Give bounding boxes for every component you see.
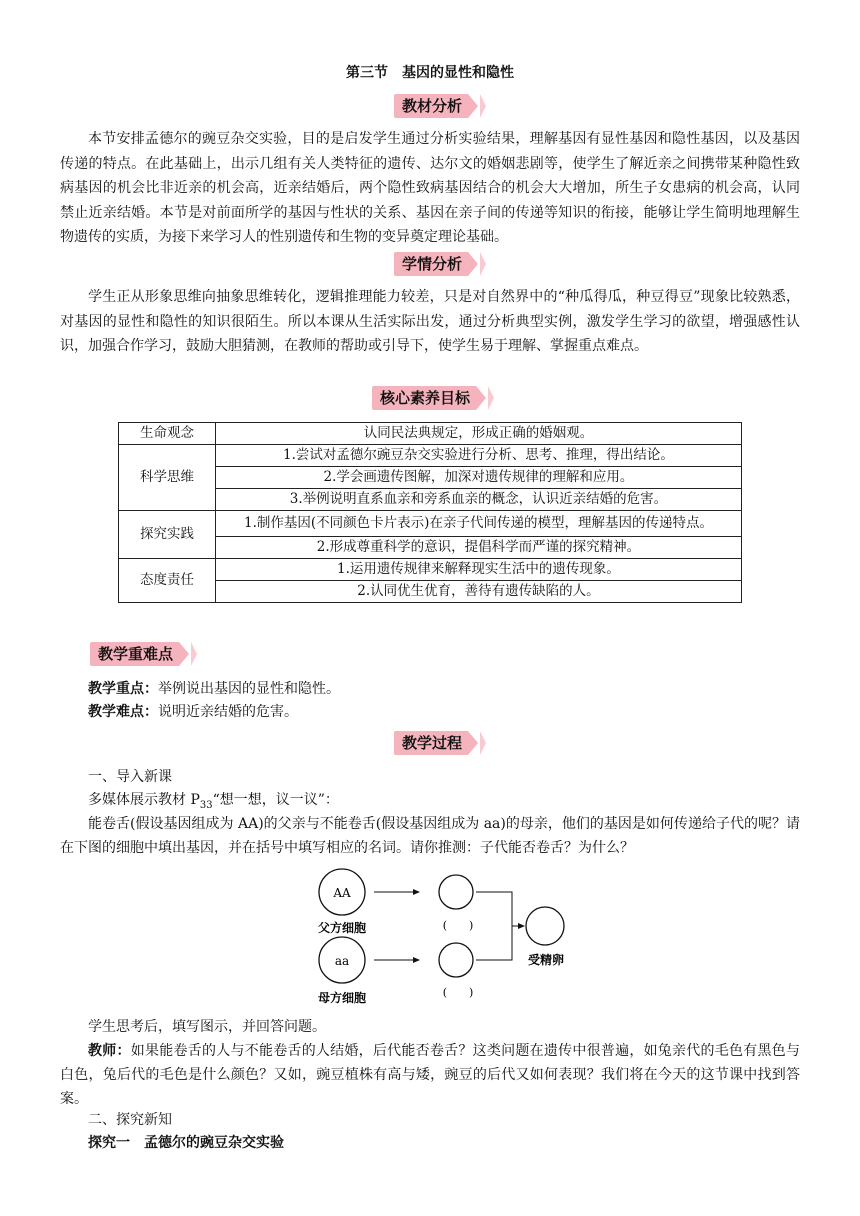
inquiry-heading: 探究一 孟德尔的豌豆杂交实验 [88,1135,284,1151]
student-analysis-text: 学生正从形象思维向抽象思维转化，逻辑推理能力较差，只是对自然界中的“种瓜得瓜，种豆得豆”现象比较熟悉，对基因的显性和隐性的知识很陌生。所以本课从生活实际出发，通过分析典型实例，激发学生学习的欲望，增强感性认识，加强合作学习，鼓励大胆猜测，在教师的帮助或引导下，使学生易于理解、掌握重点难点。 [60,289,800,355]
step-heading-explore: 二、探究新知 [88,1112,172,1128]
zygote-label: 受精卵 [527,953,565,967]
section-badge-label: 教学重难点 [90,642,179,666]
badge-arrow-icon [476,386,486,410]
teacher-text: 如果能卷舌的人与不能卷舌的人结婚，后代能否卷舌？这类问题在遗传中很普遍，如兔亲代的毛色有黑色与白色，兔后代的毛色是什么颜色？又如，豌豆植株有高与矮，豌豆的后代又如何表现？我们将在今天的这节课中找到答案。 [60,1043,801,1107]
arrow-head-icon [518,923,525,929]
section-badge-material [394,94,486,118]
table-cell: 认同民法典规定，形成正确的婚姻观。 [216,423,742,445]
merge-bracket [476,892,512,960]
gene-transfer-diagram [300,862,580,1012]
section-badge-process [394,731,486,755]
step-heading-intro: 一、导入新课 [88,769,172,785]
father-cell-label: 父方细胞 [317,921,367,935]
difficulty-line [88,701,298,723]
badge-arrow-icon [480,252,486,276]
badge-arrow-icon [468,94,478,118]
table-category-cell: 探究实践 [119,511,216,559]
section-badge-goals [372,386,494,410]
core-goals-table [118,422,742,603]
difficulty-text: 说明近亲结婚的危害。 [158,704,298,720]
student-response-line: 学生思考后，填写图示，并回答问题。 [88,1019,326,1035]
key-point-line [88,678,340,700]
section-badge-keypoints [90,642,197,666]
arrow-head-icon [413,957,420,963]
table-cell: 1.尝试对孟德尔豌豆杂交实验进行分析、思考、推理，得出结论。 [216,445,742,467]
badge-arrow-icon [191,642,197,666]
mother-cell-label: 母方细胞 [317,991,367,1005]
table-row [119,511,742,537]
page-title: 第三节 基因的显性和隐性 [346,65,514,81]
table-category-cell: 生命观念 [119,423,216,445]
table-cell: 3.举例说明直系血亲和旁系血亲的概念，认识近亲结婚的危害。 [216,489,742,511]
badge-arrow-icon [480,731,486,755]
teacher-label: 教师： [88,1043,131,1059]
badge-arrow-icon [488,386,494,410]
badge-arrow-icon [468,252,478,276]
zygote-circle [526,907,564,945]
table-row [119,445,742,467]
key-point-label: 教学重点： [88,681,158,697]
table-row [119,423,742,445]
teacher-paragraph [60,1039,800,1111]
badge-arrow-icon [468,731,478,755]
material-analysis-text: 本节安排孟德尔的豌豆杂交实验，目的是启发学生通过分析实验结果，理解基因有显性基因和隐性基因，以及基因传递的特点。在此基础上，出示几组有关人类特征的遗传、达尔文的婚姻悲剧等，使学生了解近亲之间携带某种隐性致病基因的机会比非近亲的机会高，近亲结婚后，两个隐性致病基因结合的机会大大增加，所生子女患病的机会高，认同禁止近亲结婚。本节是对前面所学的基因与性状的关系、基因在亲子间的传递等知识的衔接，能够让学生简明地理解生物遗传的实质，为接下来学习人的性别遗传和生物的变异奠定理论基础。 [60,131,800,246]
table-cell: 1.制作基因(不同颜色卡片表示)在亲子代间传递的模型，理解基因的传递特点。 [216,511,742,537]
question-text: 能卷舌(假设基因组成为 AA)的父亲与不能卷舌(假设基因组成为 aa)的母亲，他们的基因是如何传递给子代的呢？请在下图的细胞中填出基因，并在括号中填写相应的名词。请你推测：子代能否卷舌？为什么？ [60,816,800,856]
father-gamete-circle [439,875,473,909]
badge-arrow-icon [480,94,486,118]
father-gamete-blank: ( ) [442,919,474,932]
table-cell: 2.认同优生优育，善待有遗传缺陷的人。 [216,581,742,603]
table-cell: 2.学会画遗传图解，加深对遗传规律的理解和应用。 [216,467,742,489]
section-badge-label: 教学过程 [394,731,468,755]
table-category-cell: 态度责任 [119,559,216,603]
table-cell: 1.运用遗传规律来解释现实生活中的遗传现象。 [216,559,742,581]
section-badge-label: 学情分析 [394,252,468,276]
arrow-head-icon [413,889,420,895]
intro-suffix: “想一想，议一议”： [212,792,339,808]
section-badge-label: 教材分析 [394,94,468,118]
section-badge-student [394,252,486,276]
table-row [119,559,742,581]
mother-gamete-blank: ( ) [442,986,474,999]
difficulty-label: 教学难点： [88,704,158,720]
mother-gene-label: aa [334,954,350,968]
badge-arrow-icon [179,642,189,666]
table-cell: 2.形成尊重科学的意识，提倡科学而严谨的探究精神。 [216,537,742,559]
father-gene-label: AA [333,886,351,900]
mother-gamete-circle [439,943,473,977]
key-point-text: 举例说出基因的显性和隐性。 [158,681,340,697]
intro-page-number: 33 [199,799,213,811]
section-badge-label: 核心素养目标 [372,386,476,410]
intro-prefix: 多媒体展示教材 P [88,792,200,808]
table-category-cell: 科学思维 [119,445,216,511]
